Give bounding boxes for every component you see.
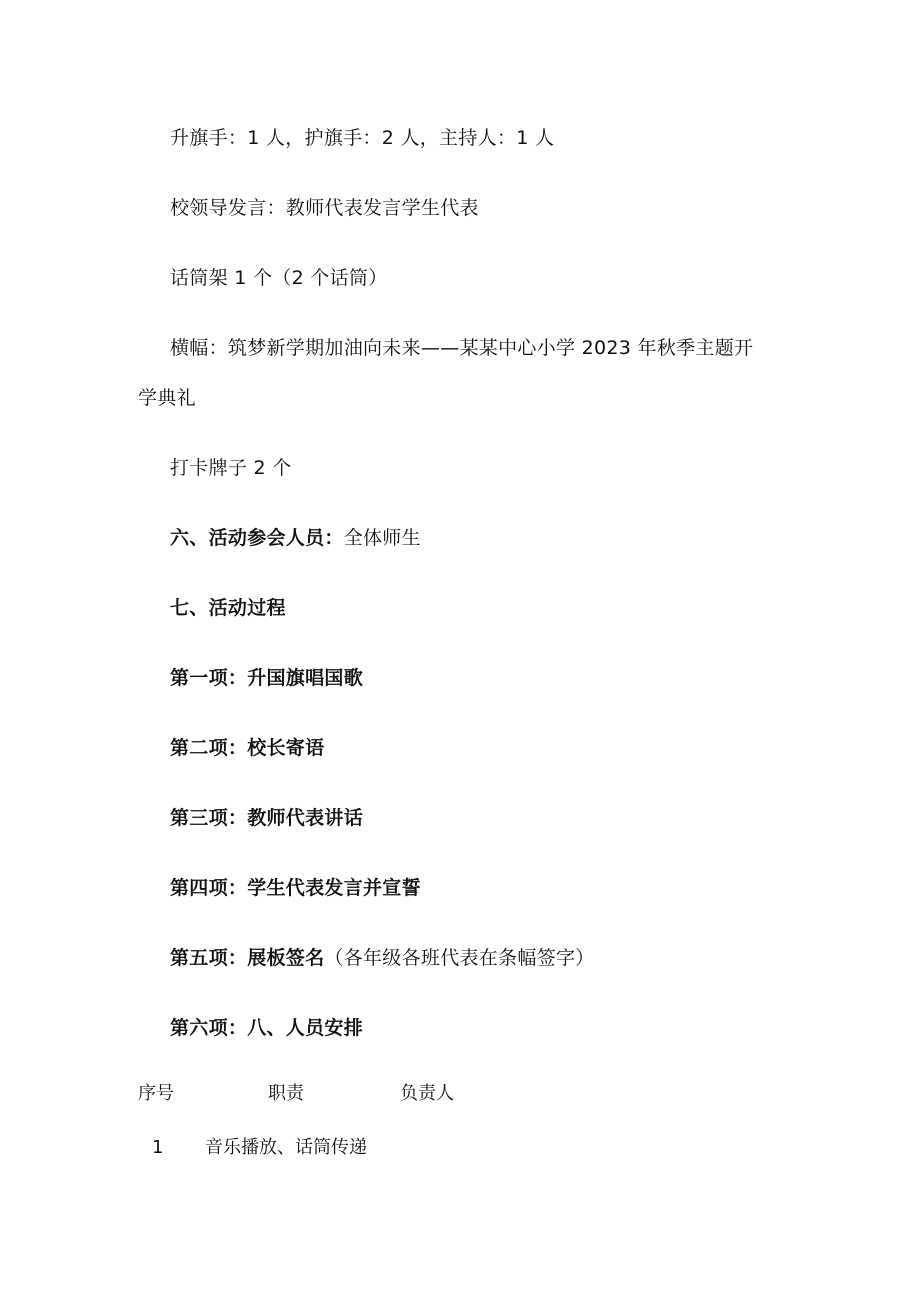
agenda-item: 第三项：教师代表讲话 [170, 807, 364, 829]
participants-value: 全体师生 [343, 527, 421, 549]
table-cell-duty: 音乐播放、话筒传递 [205, 1137, 367, 1158]
speakers-line: 校领导发言：教师代表发言学生代表 [170, 197, 479, 219]
banner-line-continued: 学典礼 [138, 387, 196, 409]
checkin-sign-line: 打卡牌子 2 个 [170, 457, 292, 479]
agenda-item [170, 946, 595, 970]
agenda-item: 第二项：校长寄语 [170, 737, 325, 759]
table-header-duty: 职责 [268, 1083, 304, 1104]
participants-heading: 六、活动参会人员： [170, 527, 344, 549]
table-header-number: 序号 [138, 1083, 174, 1104]
table-header-person: 负责人 [400, 1083, 454, 1104]
agenda-item-label: 第五项：展板签名 [170, 947, 325, 969]
table-cell-number: 1 [152, 1137, 164, 1158]
process-heading: 七、活动过程 [170, 597, 286, 619]
microphone-stand-line: 话筒架 1 个（2 个话筒） [170, 267, 388, 289]
agenda-item: 第一项：升国旗唱国歌 [170, 667, 364, 689]
agenda-item: 第四项：学生代表发言并宣誓 [170, 877, 421, 899]
participants-line [170, 526, 421, 550]
banner-line: 横幅：筑梦新学期加油向未来——某某中心小学 2023 年秋季主题开 [170, 337, 754, 359]
agenda-item-note: （各年级各班代表在条幅签字） [324, 947, 595, 969]
flag-staff-line: 升旗手：1 人，护旗手：2 人，主持人：1 人 [170, 127, 555, 149]
agenda-item: 第六项：八、人员安排 [170, 1017, 364, 1039]
